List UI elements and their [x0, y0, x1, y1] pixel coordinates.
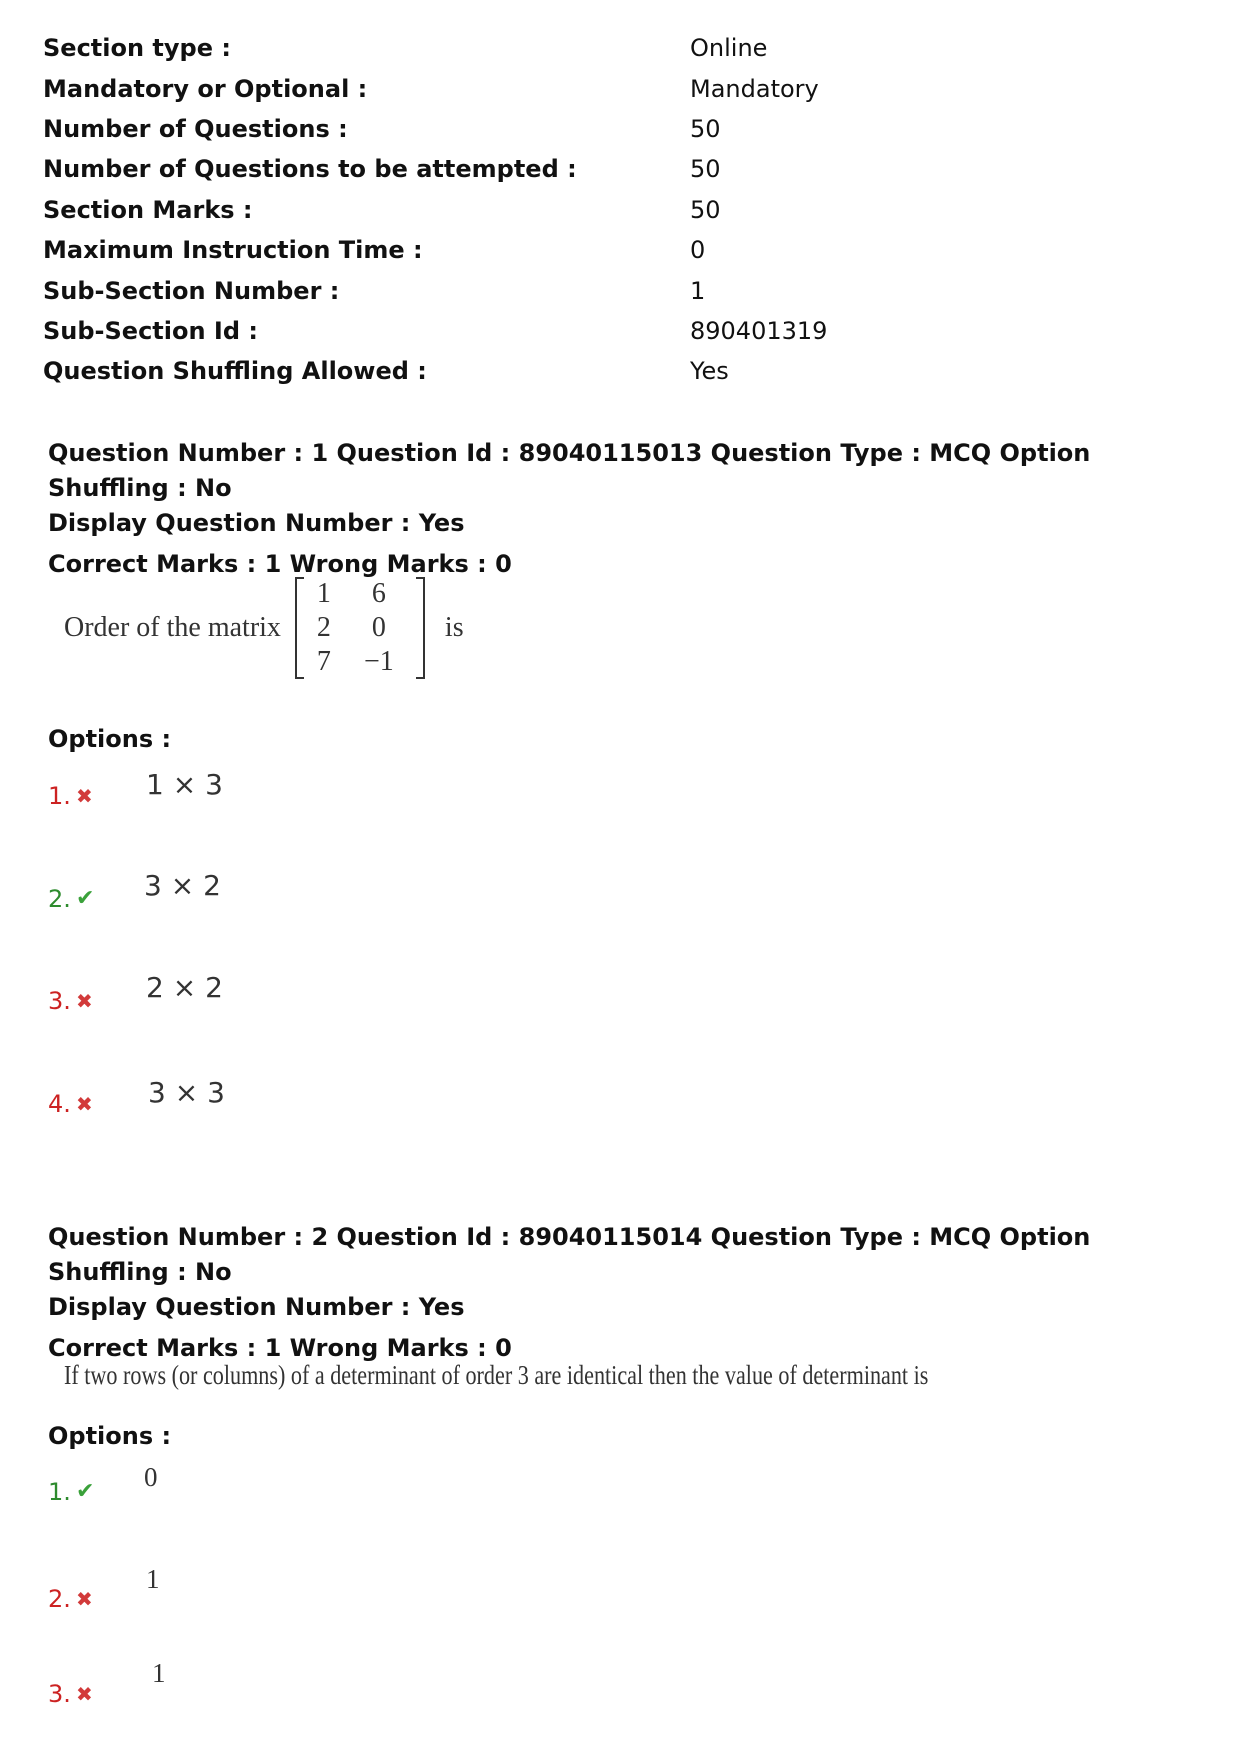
options-label: Options : — [48, 1422, 172, 1450]
cross-icon: ✖ — [76, 1587, 93, 1611]
instruction-time-value: 0 — [690, 236, 706, 265]
mandatory-value: Mandatory — [690, 74, 819, 103]
subsection-id-value: 890401319 — [690, 316, 828, 345]
option-value: 3 × 2 — [144, 869, 221, 902]
shuffling-value: Yes — [690, 357, 729, 386]
matrix-cell: 2 — [316, 612, 331, 643]
cross-icon: ✖ — [76, 989, 93, 1013]
section-info — [43, 28, 1193, 392]
option-number: 3. — [48, 1680, 71, 1708]
section-info-row — [43, 28, 1193, 68]
option — [48, 1076, 225, 1123]
check-icon: ✔ — [76, 1479, 95, 1504]
option — [48, 869, 221, 918]
section-info-row — [43, 68, 1193, 108]
option-value: 1 — [152, 1658, 166, 1688]
option — [48, 1564, 160, 1616]
section-info-row — [43, 230, 1193, 270]
section-type-label: Section type : — [43, 34, 231, 63]
section-info-row — [43, 190, 1193, 230]
num-attempt-value: 50 — [690, 155, 721, 184]
question-2-text: If two rows (or columns) of a determinant of order 3 are identical then the value of determinant is — [64, 1360, 929, 1390]
instruction-time-label: Maximum Instruction Time : — [43, 236, 423, 265]
question-2-marks: Correct Marks : 1 Wrong Marks : 0 — [48, 1334, 512, 1362]
check-icon: ✔ — [76, 886, 95, 911]
option-number: 2. — [48, 1585, 71, 1613]
option-value: 1 × 3 — [146, 768, 223, 801]
section-info-row — [43, 351, 1193, 391]
option-number: 3. — [48, 987, 71, 1015]
subsection-id-label: Sub-Section Id : — [43, 316, 258, 345]
question-1-text-suffix: is — [444, 612, 464, 643]
option — [48, 1462, 158, 1509]
option-value: 2 × 2 — [146, 971, 223, 1004]
matrix-cell: 6 — [371, 578, 386, 609]
section-info-row — [43, 270, 1193, 310]
question-1-header-line2: Display Question Number : Yes — [48, 509, 465, 537]
section-marks-value: 50 — [690, 195, 721, 224]
section-info-row — [43, 109, 1193, 149]
option — [48, 971, 223, 1020]
question-1-text — [64, 578, 464, 678]
matrix-cell: −1 — [364, 646, 394, 677]
option-value: 3 × 3 — [148, 1076, 225, 1109]
matrix-cell: 1 — [316, 578, 331, 609]
subsection-number-label: Sub-Section Number : — [43, 276, 340, 305]
question-1-header — [48, 436, 1218, 582]
option-number: 4. — [48, 1090, 71, 1118]
options-label: Options : — [48, 725, 172, 753]
option-number: 1. — [48, 1478, 71, 1506]
option-value: 1 — [146, 1564, 160, 1594]
question-1-text-prefix: Order of the matrix — [64, 612, 281, 643]
section-type-value: Online — [690, 34, 768, 63]
option — [48, 1658, 166, 1711]
option-value: 0 — [144, 1462, 158, 1492]
subsection-number-value: 1 — [690, 276, 706, 305]
question-2-header-line2: Display Question Number : Yes — [48, 1293, 465, 1321]
matrix-cell: 7 — [316, 646, 331, 677]
mandatory-label: Mandatory or Optional : — [43, 74, 368, 103]
num-questions-label: Number of Questions : — [43, 114, 348, 143]
cross-icon: ✖ — [76, 1682, 93, 1706]
question-2-header — [48, 1220, 1218, 1366]
shuffling-label: Question Shuffling Allowed : — [43, 357, 427, 386]
question-1-marks: Correct Marks : 1 Wrong Marks : 0 — [48, 550, 512, 578]
section-marks-label: Section Marks : — [43, 195, 253, 224]
question-2-header-line1: Question Number : 2 Question Id : 89040115014 Question Type : MCQ Option Shuffling : No — [48, 1223, 1091, 1286]
section-info-row — [43, 149, 1193, 189]
cross-icon: ✖ — [76, 1092, 93, 1116]
option-number: 2. — [48, 885, 71, 913]
cross-icon: ✖ — [76, 784, 93, 808]
option — [48, 768, 223, 815]
matrix — [295, 577, 425, 679]
num-attempt-label: Number of Questions to be attempted : — [43, 155, 577, 184]
question-1-header-line1: Question Number : 1 Question Id : 89040115013 Question Type : MCQ Option Shuffling : No — [48, 439, 1091, 502]
option-number: 1. — [48, 782, 71, 810]
matrix-cell: 0 — [371, 612, 386, 643]
num-questions-value: 50 — [690, 114, 721, 143]
section-info-row — [43, 311, 1193, 351]
